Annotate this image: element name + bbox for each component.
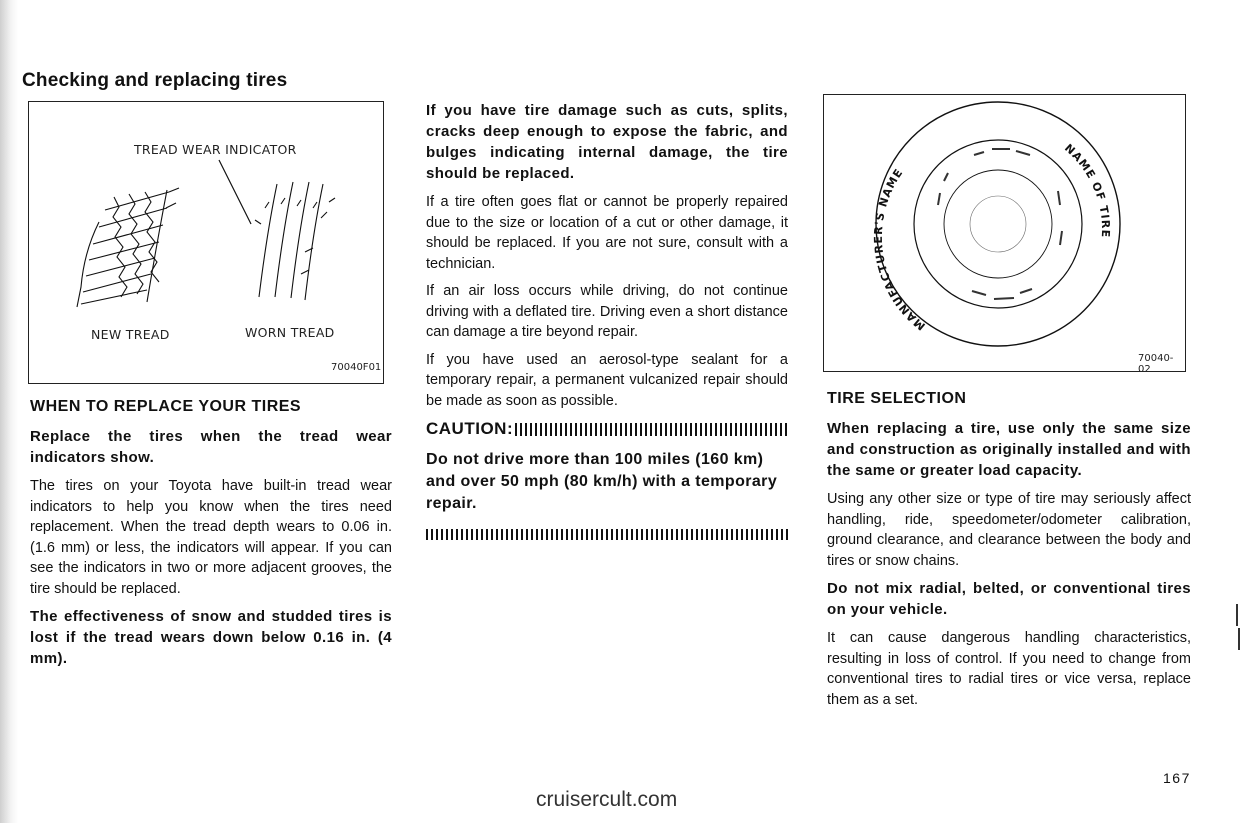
bold-note: The effectiveness of snow and studded tires is lost if the tread wears down below 0.16 in. (4 mm).	[30, 608, 392, 667]
caution-header	[426, 419, 788, 439]
section-heading: WHEN TO REPLACE YOUR TIRES	[30, 398, 302, 415]
tread-wear-indicator-label: TREAD WEAR INDICATOR	[134, 142, 297, 157]
column-when-to-replace	[30, 398, 392, 677]
new-tread-pattern	[77, 188, 179, 307]
bold-intro: When replacing a tire, use only the same size and construction as originally installed and with the same or greater load capacity.	[827, 420, 1191, 479]
paragraph: If you have used an aerosol-type sealant for a temporary repair, a permanent vulcanized repair should be made as soon as possible.	[426, 351, 788, 409]
paragraph: The tires on your Toyota have built-in tread wear indicators to help you know when the tires need replacement. When the tread depth wears to 0.06 in. (1.6 mm) or less, the indicators will appear. If you can see the indicators in two or more adjacent grooves, the tire should be replaced.	[30, 478, 392, 597]
paragraph: Using any other size or type of tire may seriously affect handling, ride, speedometer/odometer calibration, ground clearance, and clearance between the body and tires or snow chains.	[827, 491, 1191, 569]
tire-name-arc	[1062, 141, 1112, 238]
sidewall-markings	[938, 149, 1062, 299]
caution-tick-rule	[515, 423, 788, 436]
manufacturer-name-text: MANUFACTURER'S NAME	[871, 166, 928, 333]
column-tire-damage	[426, 100, 788, 540]
figure-code: 70040F01	[331, 362, 382, 373]
page-number: 167	[1163, 770, 1191, 786]
tire-rim-circle	[914, 140, 1082, 308]
section-heading: TIRE SELECTION	[827, 390, 967, 407]
page-binding-shadow	[0, 0, 18, 823]
margin-mark	[1236, 604, 1238, 626]
tire-name-text: NAME OF TIRE	[1061, 141, 1113, 239]
paragraph: If an air loss occurs while driving, do not continue driving with a deflated tire. Driving even a short distance can damage a tire beyond repair.	[426, 283, 788, 340]
caution-text: Do not drive more than 100 miles (160 km) and over 50 mph (80 km/h) with a temporary repair.	[426, 451, 778, 512]
tread-illustration	[29, 102, 383, 383]
caution-label: CAUTION:	[426, 419, 514, 438]
new-tread-label: NEW TREAD	[91, 327, 170, 342]
column-tire-selection	[827, 390, 1191, 717]
bold-intro: If you have tire damage such as cuts, splits, cracks deep enough to expose the fabric, and bulges indicating internal damage, the tire should be replaced.	[426, 102, 788, 182]
tire-sidewall-figure	[823, 94, 1186, 375]
caution-tick-rule-end	[426, 529, 788, 540]
tread-wear-figure	[28, 101, 384, 384]
tire-hub-circle	[944, 170, 1052, 278]
worn-tread-pattern	[255, 182, 335, 300]
figure-code: 70040-02	[1138, 353, 1174, 375]
tire-illustration	[824, 95, 1185, 371]
bold-intro: Replace the tires when the tread wear indicators show.	[30, 428, 392, 466]
tire-center-circle	[970, 196, 1026, 252]
paragraph: It can cause dangerous handling characteristics, resulting in loss of control. If you need to change from conventional tires to radial tires or vice versa, replace them as a set.	[827, 630, 1191, 708]
paragraph: If a tire often goes flat or cannot be properly repaired due to the size or location of a cut or other damage, it should be replaced. If you are not sure, consult with a technician.	[426, 194, 788, 272]
watermark: cruisercult.com	[536, 788, 678, 811]
page-title: Checking and replacing tires	[22, 70, 288, 91]
worn-tread-label: WORN TREAD	[245, 325, 335, 340]
bold-note: Do not mix radial, belted, or conventional tires on your vehicle.	[827, 580, 1191, 618]
